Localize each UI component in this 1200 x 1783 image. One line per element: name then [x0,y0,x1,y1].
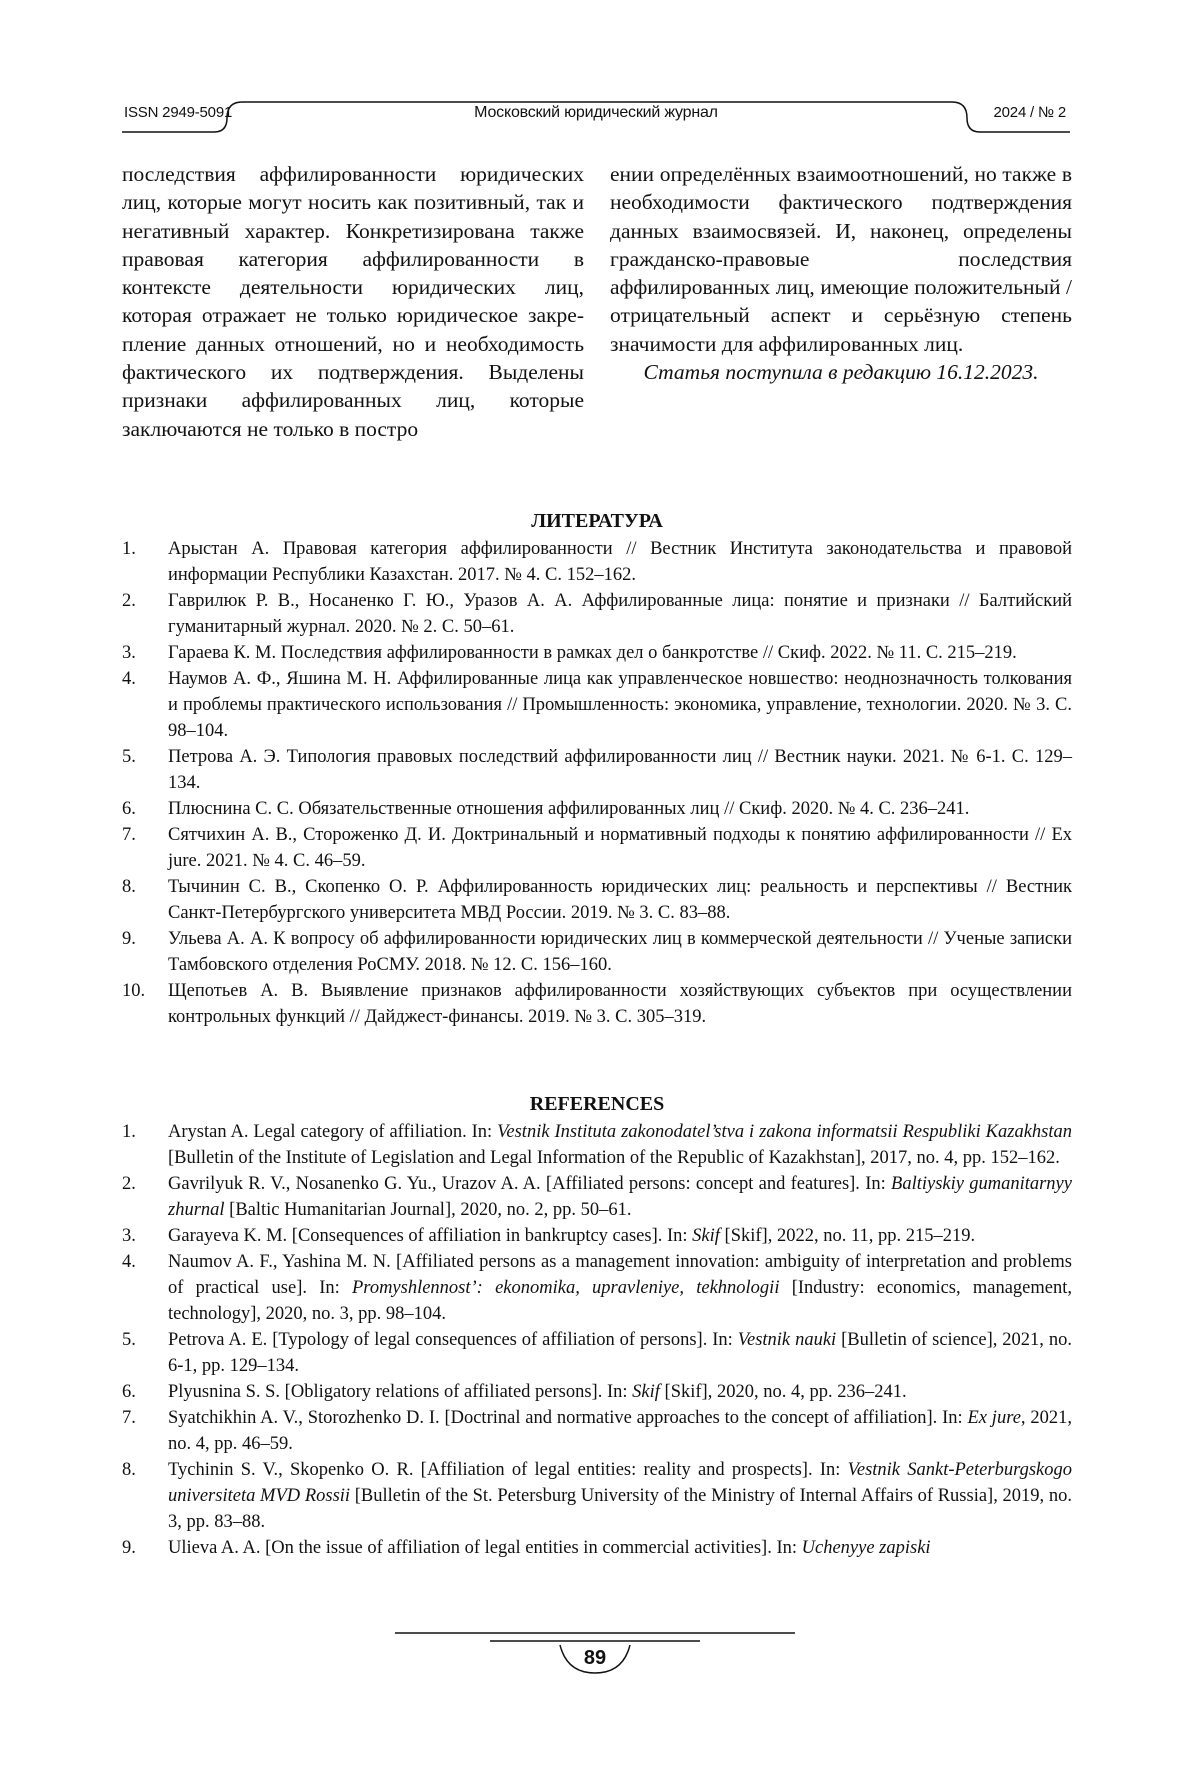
citation-part: Arystan A. Legal category of affiliation. In: [168,1122,498,1142]
item-number: 1. [122,539,136,559]
citation-part: [Bulletin of science], 2021, no. 6-1, pp. 129–134. [168,1330,1072,1376]
source-title: Skif [632,1382,660,1402]
item-text: Плюснина С. С. Обязательственные отношения аффилированных лиц // Скиф. 2020. № 4. С. 236–241. [168,799,970,819]
item-text: Сятчихин А. В., Стороженко Д. И. Доктринальный и нормативный подходы к понятию аффилированности // Ex jure. 2021. № 4. С. 46–59. [168,825,1072,871]
reference-item [122,1457,1072,1535]
literature-item [122,926,1072,978]
left-column [122,160,584,443]
literature-item [122,874,1072,926]
item-text [168,1379,1072,1405]
literature-item [122,536,1072,588]
source-title: Skif [692,1226,720,1246]
citation-part: Gavrilyuk R. V., Nosanenko G. Yu., Urazov A. A. [Affiliated persons: concept and features]. In: [168,1174,892,1194]
source-title: Vestnik Instituta zakonodatel’stva i zakona informatsii Respubliki Kazakhstan [497,1122,1072,1142]
citation-part: Garayeva K. M. [Consequences of affiliation in bankruptcy cases]. In: [168,1226,693,1246]
reference-item [122,1119,1072,1171]
reference-item [122,1327,1072,1379]
item-number: 6. [122,1382,136,1402]
item-text: Гараева К. М. Последствия аффилированности в рамках дел о банкротстве // Скиф. 2022. № 11. С. 215–219. [168,643,1017,663]
item-number: 3. [122,643,136,663]
citation-part: Plyusnina S. S. [Obligatory relations of affiliated persons]. In: [168,1382,633,1402]
page-number: 89 [583,1647,607,1669]
reference-item [122,1171,1072,1223]
source-title: Vestnik nauki [737,1330,837,1350]
item-text [168,1327,1072,1379]
item-number: 10. [122,981,146,1001]
literature-list [122,536,1072,1030]
citation-part: [Skif], 2020, no. 4, pp. 236–241. [659,1382,907,1402]
item-number: 6. [122,799,136,819]
item-text [168,1535,1072,1561]
reference-item [122,1379,1072,1405]
item-number: 8. [122,1460,136,1480]
item-text [168,1171,1072,1223]
item-text: Гаврилюк Р. В., Носаненко Г. Ю., Уразов А. А. Аффилированные лица: понятие и признаки // Балтийский гуманитарный журнал. 2020. № 2. С. 50–61. [168,591,1072,637]
source-title: Uchenyye zapiski [801,1538,931,1558]
item-number: 2. [122,1174,136,1194]
literature-item [122,822,1072,874]
literature-item [122,588,1072,640]
item-number: 4. [122,1252,136,1272]
right-column [610,160,1072,443]
source-title: Ex jure [967,1408,1021,1428]
issn: ISSN 2949-5091 [124,104,233,121]
received-date: Статья поступила в редакцию 16.12.2023. [643,360,1039,385]
right-column-text: ении определённых взаимоотношений, но также в необходимости фактического подтверждения данных взаимосвязей. И, наконец, определены гражданско-правовые последствия аффилированных лиц, имеющие положительный / отрицательный аспект и серьёзную степень значимости для аффилированных лиц. [610,162,1072,356]
literature-item [122,640,1072,666]
item-text: Тычинин С. В., Скопенко О. Р. Аффилированность юридических лиц: реальность и перспективы // Вестник Санкт-Петербургского университета МВД России. 2019. № 3. С. 83–88. [168,877,1072,923]
source-title: Promyshlennost’: ekonomika, upravleniye, tekhnologii [352,1278,780,1298]
journal-title: Московский юридический журнал [474,104,718,121]
item-text [168,1249,1072,1327]
item-text: Щепотьев А. В. Выявление признаков аффилированности хозяйствующих субъектов при осуществлении контрольных функций // Дайджест-финансы. 2019. № 3. С. 305–319. [168,981,1072,1027]
running-header [122,96,1070,146]
citation-part: [Skif], 2022, no. 11, pp. 215–219. [719,1226,976,1246]
item-number: 7. [122,1408,136,1428]
item-text [168,1119,1072,1171]
citation-part: Syatchikhin A. V., Storozhenko D. I. [Doctrinal and normative approaches to the concept of affiliation]. In: [168,1408,968,1428]
reference-item [122,1223,1072,1249]
item-number: 9. [122,929,136,949]
citation-part: Ulieva A. A. [On the issue of affiliation of legal entities in commercial activities]. In: [168,1538,802,1558]
item-number: 2. [122,591,136,611]
citation-part: Naumov A. F., Yashina M. N. [Affiliated persons as a management innovation: ambiguity of interpretation and problems of practical use]. In: [168,1252,1072,1298]
item-text [168,1405,1072,1457]
item-number: 1. [122,1122,136,1142]
item-text: Арыстан А. Правовая категория аффилированности // Вестник Института законодательства и правовой информации Республики Казахстан. 2017. № 4. С. 152–162. [168,539,1072,585]
item-text: Ульева А. А. К вопросу об аффилированности юридических лиц в коммерческой деятельности // Ученые записки Тамбовского отделения РоСМУ. 2018. № 12. С. 156–160. [168,929,1072,975]
citation-part: Petrova A. E. [Typology of legal consequences of affiliation of persons]. In: [168,1330,738,1350]
left-column-text: последствия аффилированности юридических лиц, которые могут носить как позитивный, так и негативный характер. Конкретизирована также правовая категория аффилированности в контексте деятельности юридических лиц, которая отражает не только юридическое закрепление данных отношений, но и необходимость фактического их подтверждения. Выделены признаки аффилированных лиц, которые заключаются не только в постро [122,162,584,441]
literature-item [122,666,1072,744]
item-number: 9. [122,1538,136,1558]
item-text [168,1457,1072,1535]
issue-number: 2024 / № 2 [993,104,1066,121]
literature-item [122,978,1072,1030]
item-number: 8. [122,877,136,897]
item-number: 5. [122,1330,136,1350]
item-number: 3. [122,1226,136,1246]
reference-item [122,1535,1072,1561]
literature-item [122,744,1072,796]
citation-part: Tychinin S. V., Skopenko O. R. [Affiliation of legal entities: reality and prospects]. In: [168,1460,848,1480]
reference-item [122,1405,1072,1457]
source-title: Vestnik Sankt-Peterburgskogo universiteta MVD Rossii [168,1460,1072,1506]
literature-item [122,796,1072,822]
literature-heading: ЛИТЕРАТУРА [531,510,663,532]
item-text: Наумов А. Ф., Яшина М. Н. Аффилированные лица как управленческое новшество: неоднозначность толкования и проблемы практического использования // Промышленность: экономика, управление, технологии. 2020. № 3. С. 98–104. [168,669,1072,741]
citation-part: [Industry: economics, management, technology], 2020, no. 3, pp. 98–104. [168,1278,1072,1324]
references-list [122,1119,1072,1561]
citation-part: [Bulletin of the Institute of Legislation and Legal Information of the Republic of Kazakhstan], 2017, no. 4, pp. 152–162. [168,1148,1060,1168]
page-footer [395,1625,795,1695]
citation-part: [Bulletin of the St. Petersburg University of the Ministry of Internal Affairs of Russia], 2019, no. 3, pp. 83–88. [168,1486,1072,1532]
item-number: 4. [122,669,136,689]
citation-part: [Baltic Humanitarian Journal], 2020, no. 2, pp. 50–61. [224,1200,632,1220]
item-number: 5. [122,747,136,767]
references-heading: REFERENCES [529,1093,665,1115]
source-title: Baltiyskiy gumanitarnyy zhurnal [168,1174,1072,1220]
item-number: 7. [122,825,136,845]
item-text: Петрова А. Э. Типология правовых последствий аффилированности лиц // Вестник науки. 2021. № 6-1. С. 129–134. [168,747,1072,793]
reference-item [122,1249,1072,1327]
item-text [168,1223,1072,1249]
body-columns [122,160,1072,443]
citation-part: , 2021, no. 4, pp. 46–59. [168,1408,1072,1454]
